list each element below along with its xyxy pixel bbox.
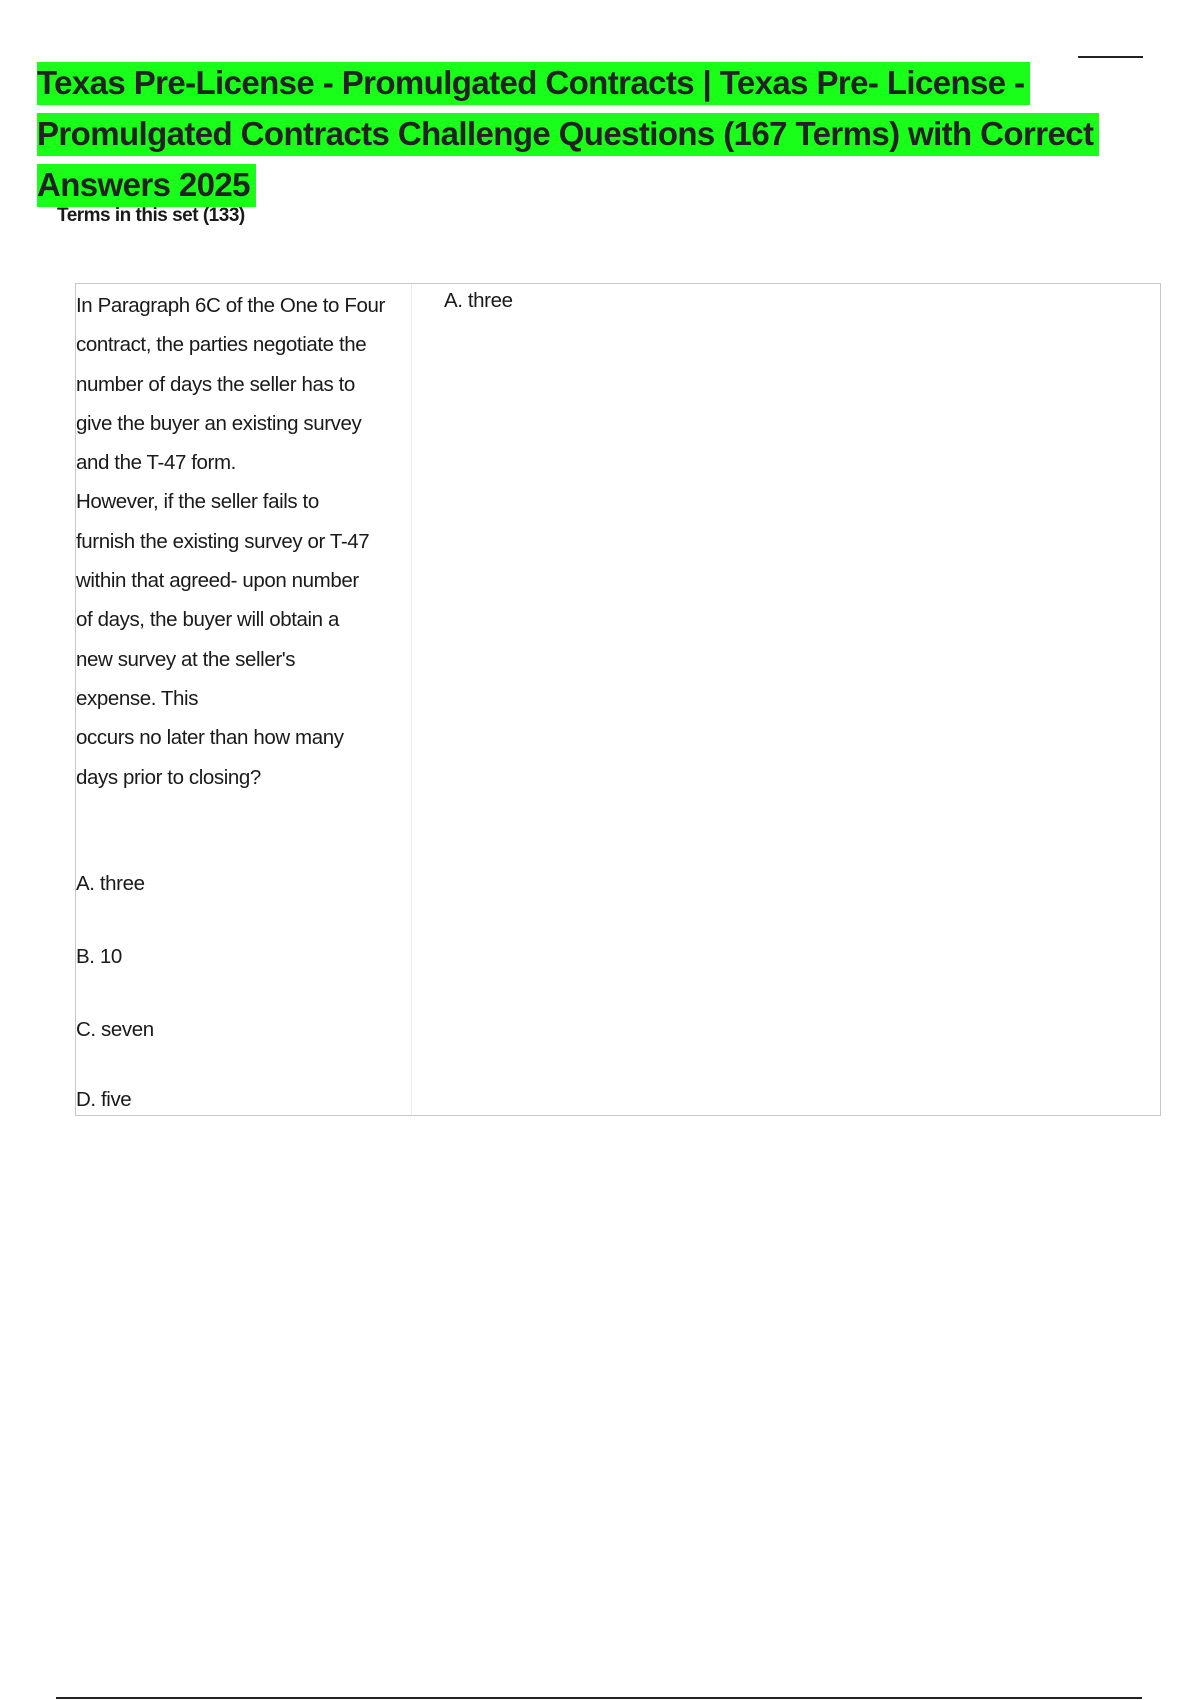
flashcard [75,283,1161,1116]
terms-count: Terms in this set (133) [57,205,245,226]
question-text: In Paragraph 6C of the One to Four contract, the parties negotiate the number of days the seller has to give the buyer an existing survey and the T-47 form. However, if the seller fails to furnish the existing survey or T-47 within that agreed- upon number of days, the buyer will obtain a new survey at the seller's expense. This occurs no later than how many days prior to closing? [76,294,385,789]
card-divider [411,284,412,1115]
document-title [37,57,1117,210]
document-title-highlight: Texas Pre-License - Promulgated Contracts | Texas Pre- License - Promulgated Contracts Challenge Questions (167 Terms) with Correct Answers 2025 [37,62,1099,207]
option-a: A. three [76,872,145,895]
answer-text: A. three [444,289,513,312]
footer-rule [56,1697,1142,1699]
option-b: B. 10 [76,945,122,968]
option-d: D. five [76,1088,132,1111]
option-c: C. seven [76,1018,154,1041]
